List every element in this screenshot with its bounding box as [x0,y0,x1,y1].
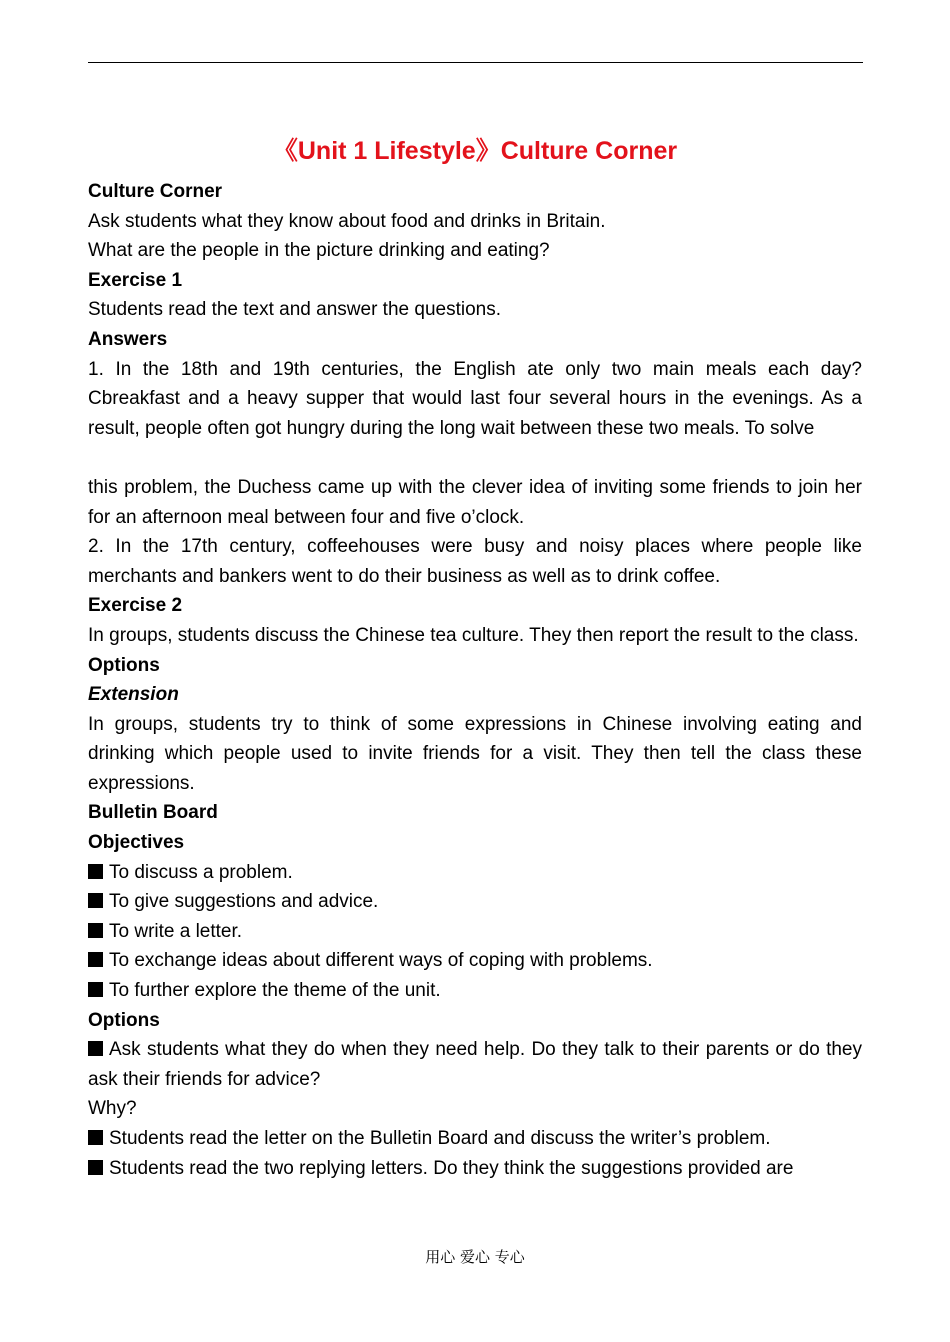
answers-heading: Answers [88,328,168,350]
square-bullet-icon [88,1160,103,1175]
bulletin-options-heading: Options [88,1009,160,1031]
objective-text: To further explore the theme of the unit. [109,980,441,1002]
option-text: Students read the two replying letters. Do they think the suggestions provided are [109,1157,794,1179]
objective-item [88,858,862,888]
square-bullet-icon [88,923,103,938]
option-text: Ask students what they do when they need help. Do they talk to their parents or do they ask their friends for advice? [88,1039,862,1090]
answer-1-part-2: this problem, the Duchess came up with the clever idea of inviting some friends to join her for an afternoon meal between four and five o’clock. [88,476,862,528]
extension-text: In groups, students try to think of some expressions in Chinese involving eating and drinking which people used to invite friends for a visit. They then tell the class these expressions. [88,713,862,794]
culture-corner-line-1: Ask students what they know about food and drinks in Britain. [88,210,606,232]
document-title: 《Unit 1 Lifestyle》Culture Corner [272,137,678,165]
objective-item [88,917,862,947]
square-bullet-icon [88,982,103,997]
objectives-heading: Objectives [88,832,185,854]
option-item [88,1154,862,1184]
square-bullet-icon [88,952,103,967]
exercise-1-text: Students read the text and answer the questions. [88,299,501,321]
exercise-2-heading: Exercise 2 [88,595,183,617]
bulletin-board-heading: Bulletin Board [88,802,218,824]
culture-corner-line-2: What are the people in the picture drinking and eating? [88,240,550,262]
square-bullet-icon [88,893,103,908]
culture-corner-heading: Culture Corner [88,181,223,202]
objective-item [88,946,862,976]
answer-1-part-1: 1. In the 18th and 19th centuries, the English ate only two main meals each day? Cbreakfast and a heavy supper that would last four several hours in the evenings. As a result, people often got hungry during the long wait between these two meals. To solve [88,358,862,439]
objective-item [88,976,862,1006]
option-text: Students read the letter on the Bulletin Board and discuss the writer’s problem. [109,1128,771,1149]
objective-text: To discuss a problem. [109,861,293,883]
header-rule [88,62,863,63]
paragraph-gap [88,443,862,473]
objective-text: To exchange ideas about different ways of coping with problems. [109,950,653,972]
extension-subheading: Extension [88,684,179,706]
square-bullet-icon [88,864,103,879]
square-bullet-icon [88,1041,103,1056]
exercise-1-heading: Exercise 1 [88,269,183,291]
document-body [88,134,862,1183]
options-heading: Options [88,654,160,676]
answer-2: 2. In the 17th century, coffeehouses were busy and noisy places where people like merchants and bankers went to do their business as well as to drink coffee. [88,536,862,587]
objective-text: To write a letter. [109,920,243,942]
option-item [88,1035,862,1094]
square-bullet-icon [88,1130,103,1145]
option-item [88,1124,862,1154]
exercise-2-text: In groups, students discuss the Chinese tea culture. They then report the result to the class. [88,624,859,646]
option-why: Why? [88,1098,137,1120]
objective-item [88,887,862,917]
objective-text: To give suggestions and advice. [109,891,379,913]
page-footer: 用心 爱心 专心 [425,1248,525,1266]
